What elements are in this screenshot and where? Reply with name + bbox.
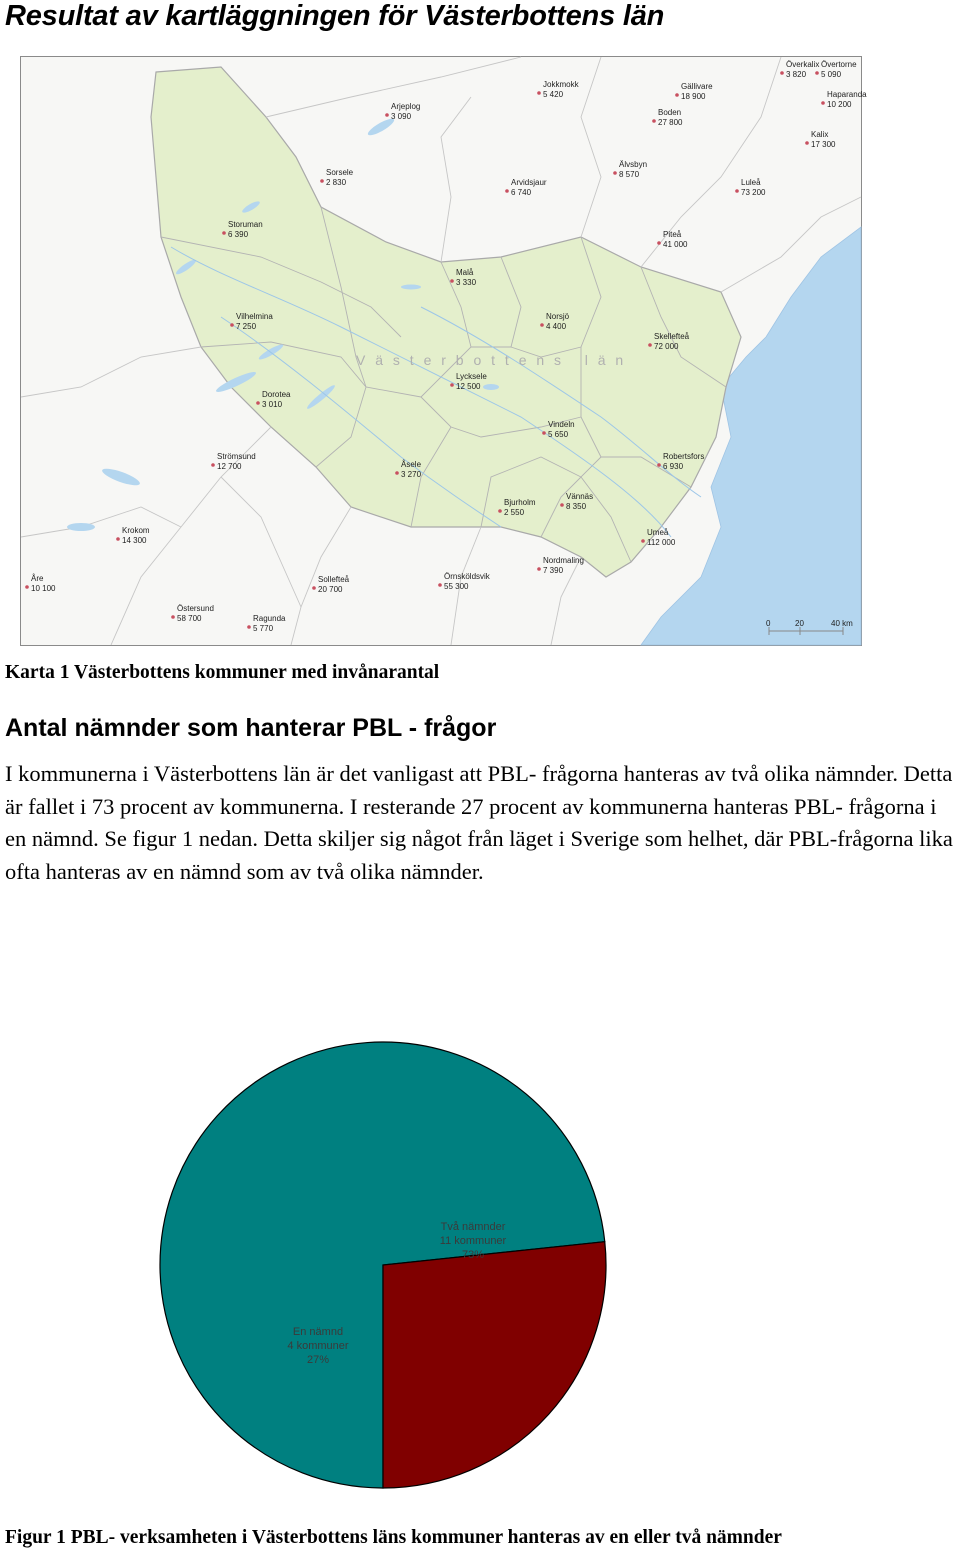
- map-place-dot: [675, 93, 679, 97]
- figure-caption: Figur 1 PBL- verksamheten i Västerbottens läns kommuner hanteras av en eller två nämnder: [5, 1527, 782, 1548]
- scale-label-40: 40 km: [831, 619, 853, 628]
- map-place-dot: [211, 463, 215, 467]
- map-place-name: Arjeplog: [391, 102, 421, 111]
- pie-label-name: Två nämnder: [440, 1221, 506, 1233]
- map-place-name: Gällivare: [681, 82, 713, 91]
- map-place-name: Piteå: [663, 230, 682, 239]
- scale-label-20: 20: [795, 619, 804, 628]
- pie-label-percent_label: 73%: [461, 1249, 485, 1261]
- map-place-dot: [805, 141, 809, 145]
- map-place-name: Nordmaling: [543, 556, 584, 565]
- pie-label-name: En nämnd: [292, 1326, 344, 1338]
- map-place-population: 4 400: [546, 322, 567, 331]
- map-place-dot: [230, 323, 234, 327]
- map-place-population: 3 330: [456, 278, 477, 287]
- map-place-dot: [780, 71, 784, 75]
- map-place-dot: [657, 463, 661, 467]
- map-place-population: 12 700: [217, 462, 242, 471]
- map-place-population: 14 300: [122, 536, 147, 545]
- map-place-dot: [542, 431, 546, 435]
- map-place-population: 5 090: [821, 70, 842, 79]
- map-place-dot: [641, 539, 645, 543]
- map-place-population: 5 770: [253, 624, 274, 633]
- map-place-dot: [116, 537, 120, 541]
- map-place-dot: [821, 101, 825, 105]
- map-place-dot: [450, 383, 454, 387]
- map-place-name: Sollefteå: [318, 575, 350, 584]
- map-place-dot: [537, 567, 541, 571]
- map-place-dot: [247, 625, 251, 629]
- map-place-name: Lycksele: [456, 372, 487, 381]
- map-place-dot: [613, 171, 617, 175]
- map-place-name: Boden: [658, 108, 682, 117]
- map-place-name: Älvsbyn: [619, 160, 648, 169]
- map-place-population: 12 500: [456, 382, 481, 391]
- pie-label-detail: 11 kommuner: [439, 1235, 507, 1247]
- map-place-name: Överkalix: [786, 60, 820, 69]
- map-place-dot: [438, 583, 442, 587]
- map-place-dot: [657, 241, 661, 245]
- map-place-name: Vilhelmina: [236, 312, 273, 321]
- map-place-dot: [815, 71, 819, 75]
- map-place-name: Malå: [456, 268, 474, 277]
- map-place-name: Vännäs: [566, 492, 594, 501]
- page-title: Resultat av kartläggningen för Västerbottens län: [5, 0, 665, 32]
- map-place-name: Robertsfors: [663, 452, 705, 461]
- map-place-name: Skellefteå: [654, 332, 690, 341]
- map-place-name: Umeå: [647, 528, 669, 537]
- map-place-population: 5 420: [543, 90, 564, 99]
- map-place-name: Arvidsjaur: [511, 178, 547, 187]
- map-place-name: Bjurholm: [504, 498, 536, 507]
- map-place-population: 7 390: [543, 566, 564, 575]
- map-place-name: Krokom: [122, 526, 150, 535]
- map-place-name: Sorsele: [326, 168, 354, 177]
- map-place-dot: [450, 279, 454, 283]
- map-place-population: 8 350: [566, 502, 587, 511]
- map-place-dot: [537, 91, 541, 95]
- map-place-name: Övertorne: [821, 60, 857, 69]
- map-place-population: 2 830: [326, 178, 347, 187]
- map-place-population: 6 390: [228, 230, 249, 239]
- map-place-dot: [560, 503, 564, 507]
- map-place-dot: [505, 189, 509, 193]
- map-place-name: Jokkmokk: [543, 80, 579, 89]
- map-place-dot: [498, 509, 502, 513]
- map-place-dot: [385, 113, 389, 117]
- map-place-dot: [312, 586, 316, 590]
- section-heading: Antal nämnder som hanterar PBL - frågor: [5, 714, 497, 742]
- map-place-population: 58 700: [177, 614, 202, 623]
- map-caption: Karta 1 Västerbottens kommuner med invånarantal: [5, 662, 440, 683]
- map-place-population: 6 740: [511, 188, 532, 197]
- map-place-dot: [540, 323, 544, 327]
- pie-slice-en-namnd: [383, 1242, 606, 1488]
- map-place-dot: [320, 179, 324, 183]
- map-place-population: 7 250: [236, 322, 257, 331]
- pie-label-detail: 4 kommuner: [287, 1340, 349, 1352]
- map-place-dot: [735, 189, 739, 193]
- map-place-name: Örnsköldsvik: [444, 572, 490, 581]
- map-place-dot: [652, 119, 656, 123]
- map-place-population: 72 000: [654, 342, 679, 351]
- map-place-population: 41 000: [663, 240, 688, 249]
- map-place-population: 6 930: [663, 462, 684, 471]
- map-place-population: 55 300: [444, 582, 469, 591]
- map-place-population: 17 300: [811, 140, 836, 149]
- map-place-population: 73 200: [741, 188, 766, 197]
- map-place-name: Luleå: [741, 178, 761, 187]
- map-place-name: Åsele: [401, 460, 422, 469]
- map-place-krokom: [116, 526, 150, 545]
- map-place-name: Storuman: [228, 220, 263, 229]
- map-place-dot: [25, 585, 29, 589]
- map-region-label: V ä s t e r b o t t e n s l ä n: [356, 352, 627, 368]
- map-place-dot: [171, 615, 175, 619]
- map-place-name: Åre: [31, 574, 44, 583]
- map-place-population: 8 570: [619, 170, 640, 179]
- pie-label-percent_label: 27%: [306, 1354, 330, 1366]
- map-place-population: 10 200: [827, 100, 852, 109]
- map-place-population: 3 270: [401, 470, 422, 479]
- map-place-population: 10 100: [31, 584, 56, 593]
- map-place-population: 3 090: [391, 112, 412, 121]
- scale-label-0: 0: [766, 619, 771, 628]
- map-place-name: Östersund: [177, 604, 214, 613]
- map-place-population: 5 650: [548, 430, 569, 439]
- county-map: [20, 56, 867, 646]
- map-place-name: Vindeln: [548, 420, 575, 429]
- map-place-population: 112 000: [647, 538, 676, 547]
- map-place-name: Kalix: [811, 130, 829, 139]
- map-place-name: Strömsund: [217, 452, 256, 461]
- map-place-dot: [648, 343, 652, 347]
- map-place-population: 20 700: [318, 585, 343, 594]
- map-place-name: Ragunda: [253, 614, 286, 623]
- map-place-population: 27 800: [658, 118, 683, 127]
- pie-chart: [150, 1035, 620, 1495]
- map-place-population: 18 900: [681, 92, 706, 101]
- body-paragraph: I kommunerna i Västerbottens län är det vanligast att PBL- frågorna hanteras av två olika nämnder. Detta är fallet i 73 procent av kommunerna. I resterande 27 procent av kommunerna hanteras PBL- frågorna i en nämnd. Se figur 1 nedan. Detta skiljer sig något från läget i Sverige som helhet, där PBL-frågorna lika ofta hanteras av en nämnd som av två olika nämnder.: [5, 761, 953, 884]
- map-place-population: 3 820: [786, 70, 807, 79]
- map-place-dot: [395, 471, 399, 475]
- map-place-population: 3 010: [262, 400, 283, 409]
- map-place-name: Haparanda: [827, 90, 867, 99]
- map-place-dot: [222, 231, 226, 235]
- map-place-name: Norsjö: [546, 312, 570, 321]
- map-place-population: 2 550: [504, 508, 525, 517]
- map-place-dot: [256, 401, 260, 405]
- map-place-name: Dorotea: [262, 390, 291, 399]
